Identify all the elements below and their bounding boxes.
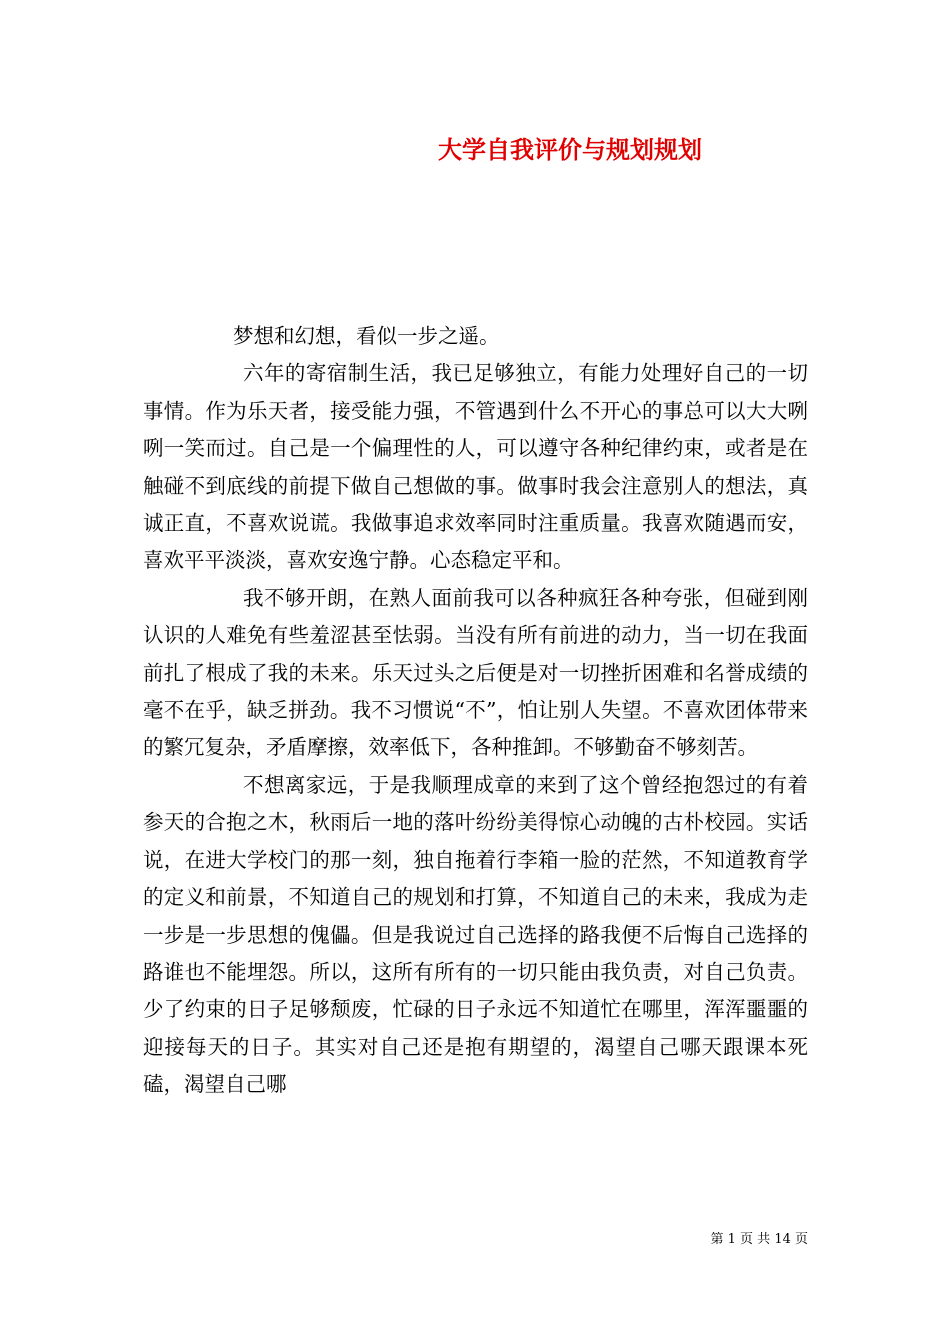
paragraph-1: 梦想和幻想，看似一步之遥。 xyxy=(233,324,500,348)
document-title: 大学自我评价与规划规划 xyxy=(438,135,702,164)
paragraph-2: 六年的寄宿制生活，我已足够独立，有能力处理好自己的一切事情。作为乐天者，接受能力强，不管遇到什么不开心的事总可以大大咧咧一笑而过。自己是一个偏理性的人，可以遵守各种纪律约束，或者是在触碰不到底线的前提下做自己想做的事。做事时我会注意别人的想法，真诚正直，不喜欢说谎。我做事追求效率同时注重质量。我喜欢随遇而安，喜欢平平淡淡，喜欢安逸宁静。心态稳定平和。 xyxy=(143,361,808,573)
document-body xyxy=(143,318,808,1104)
paragraph-4: 不想离家远，于是我顺理成章的来到了这个曾经抱怨过的有着参天的合抱之木，秋雨后一地的落叶纷纷美得惊心动魄的古朴校园。实话说，在进大学校门的那一刻，独自拖着行李箱一脸的茫然，不知道教育学的定义和前景，不知道自己的规划和打算，不知道自己的未来，我成为走一步是一步思想的傀儡。但是我说过自己选择的路我便不后悔自己选择的路谁也不能埋怨。所以，这所有所有的一切只能由我负责，对自己负责。少了约束的日子足够颓废，忙碌的日子永远不知道忙在哪里，浑浑噩噩的迎接每天的日子。其实对自己还是抱有期望的，渴望自己哪天跟课本死磕，渴望自己哪 xyxy=(143,772,808,1097)
page-number: 第 1 页 共 14 页 xyxy=(710,1232,808,1247)
paragraph-3: 我不够开朗，在熟人面前我可以各种疯狂各种夸张，但碰到刚认识的人难免有些羞涩甚至怯弱。当没有所有前进的动力，当一切在我面前扎了根成了我的未来。乐天过头之后便是对一切挫折困难和名誉成绩的毫不在乎，缺乏拼劲。我不习惯说“不”，怕让别人失望。不喜欢团体带来的繁冗复杂，矛盾摩擦，效率低下，各种推卸。不够勤奋不够刻苦。 xyxy=(143,585,808,760)
